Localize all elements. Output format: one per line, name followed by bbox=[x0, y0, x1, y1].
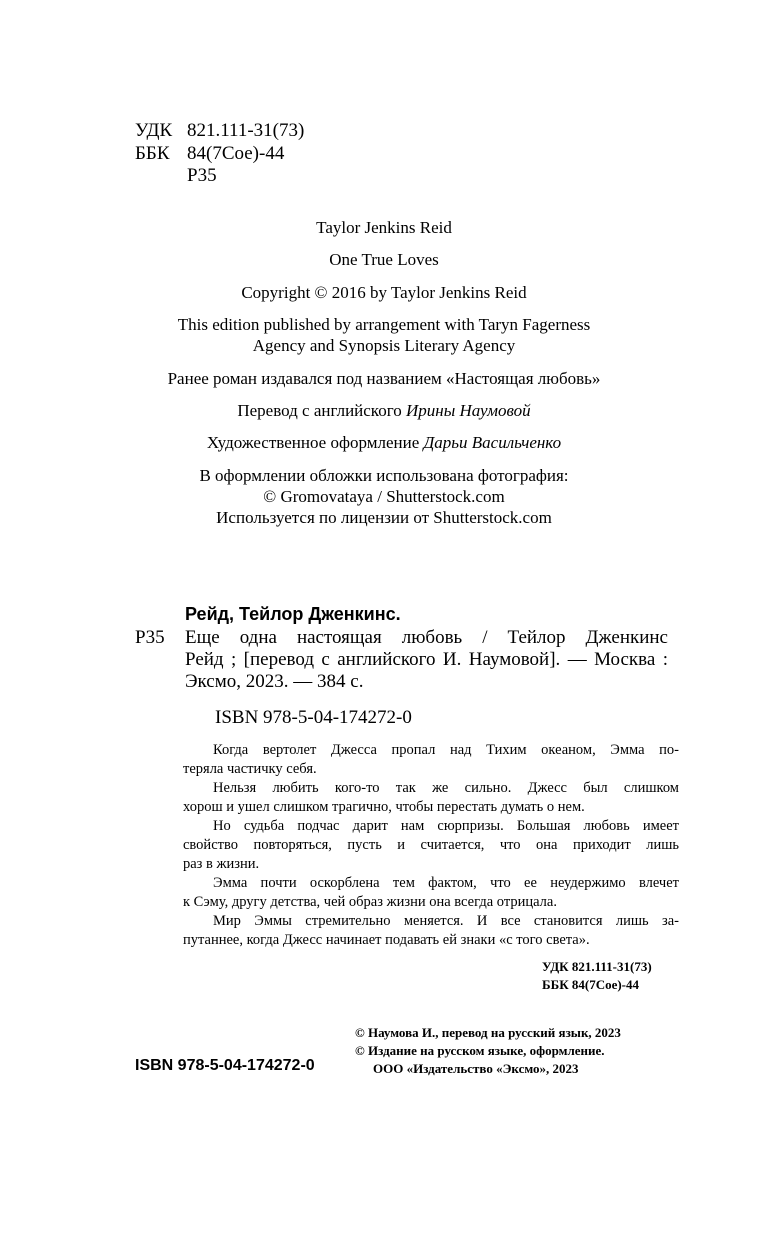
design-credit bbox=[0, 433, 768, 453]
design-prefix: Художественное оформление bbox=[206, 433, 424, 452]
author-name: Taylor Jenkins Reid bbox=[316, 218, 452, 237]
catalog-line-1: Еще одна настоящая любовь / Тейлор Дженкинс bbox=[185, 627, 668, 648]
catalog-line-2: Рейд ; [перевод с английского И. Наумовой]. — Москва : bbox=[185, 649, 668, 670]
footer-copyright-2: © Издание на русском языке, оформление. bbox=[355, 1043, 605, 1058]
previous-title-note: Ранее роман издавался под названием «Настоящая любовь» bbox=[167, 369, 601, 388]
bottom-udk: УДК 821.111-31(73) bbox=[542, 959, 652, 974]
udk-code bbox=[135, 120, 304, 142]
udk-value: 821.111-31(73) bbox=[187, 120, 305, 141]
translator-name: Ирины Наумовой bbox=[406, 401, 531, 420]
annotation-line: к Сэму, другу детства, чей образ жизни она всегда отрицала. bbox=[183, 894, 557, 910]
copyright-line: Copyright © 2016 by Taylor Jenkins Reid bbox=[241, 283, 527, 302]
udk-label: УДК bbox=[135, 120, 173, 141]
catalog-description bbox=[185, 627, 668, 693]
bbk-code bbox=[135, 143, 284, 165]
annotation-line: теряла частичку себя. bbox=[183, 761, 317, 777]
annotation-line: Нельзя любить кого-то так же сильно. Джесс был слишком bbox=[213, 780, 679, 796]
annotation-line: путаннее, когда Джесс начинает подавать ей знаки «с того света». bbox=[183, 932, 590, 948]
edition-line-2: Agency and Synopsis Literary Agency bbox=[252, 336, 516, 355]
translation-prefix: Перевод с английского bbox=[237, 401, 406, 420]
annotation-line: Мир Эммы стремительно меняется. И все становится лишь за- bbox=[213, 913, 679, 929]
cover-photo-line-1: В оформлении обложки использована фотография: bbox=[199, 466, 569, 485]
annotation-line: Эмма почти оскорблена тем фактом, что ее неудержимо влечет bbox=[213, 875, 679, 891]
annotation-line: Когда вертолет Джесса пропал над Тихим океаном, Эмма по- bbox=[213, 742, 679, 758]
edition-line-1: This edition published by arrangement with Taryn Fagerness bbox=[177, 315, 591, 334]
translation-credit bbox=[0, 401, 768, 421]
designer-name: Дарьи Васильченко bbox=[423, 433, 562, 452]
annotation-line: хорош и ушел слишком трагично, чтобы перестать думать о нем. bbox=[183, 799, 585, 815]
annotation-line: свойство повторяться, пусть и считается, что она приходит лишь bbox=[183, 837, 679, 853]
catalog-line-3: Эксмо, 2023. — 384 с. bbox=[185, 671, 364, 692]
catalog-mark: Р35 bbox=[135, 627, 165, 648]
footer-copyright-1: © Наумова И., перевод на русский язык, 2023 bbox=[355, 1025, 621, 1040]
bbk-label: ББК bbox=[135, 143, 170, 164]
annotation-line: раз в жизни. bbox=[183, 856, 260, 872]
bbk-value: 84(7Сое)-44 bbox=[187, 143, 285, 164]
original-title: One True Loves bbox=[329, 250, 439, 269]
catalog-heading: Рейд, Тейлор Дженкинс. bbox=[185, 604, 401, 624]
catalog-isbn: ISBN 978-5-04-174272-0 bbox=[215, 707, 412, 728]
annotation-line: Но судьба подчас дарит нам сюрпризы. Большая любовь имеет bbox=[213, 818, 679, 834]
bottom-bbk: ББК 84(7Сое)-44 bbox=[542, 977, 640, 992]
cover-photo-line-3: Используется по лицензии от Shutterstock.com bbox=[216, 508, 552, 527]
footer-copyright-3: ООО «Издательство «Эксмо», 2023 bbox=[373, 1061, 579, 1076]
author-mark: Р35 bbox=[187, 165, 217, 186]
footer-isbn: ISBN 978-5-04-174272-0 bbox=[135, 1057, 315, 1074]
cover-photo-line-2: © Gromovataya / Shutterstock.com bbox=[263, 487, 505, 506]
annotation bbox=[183, 741, 679, 950]
